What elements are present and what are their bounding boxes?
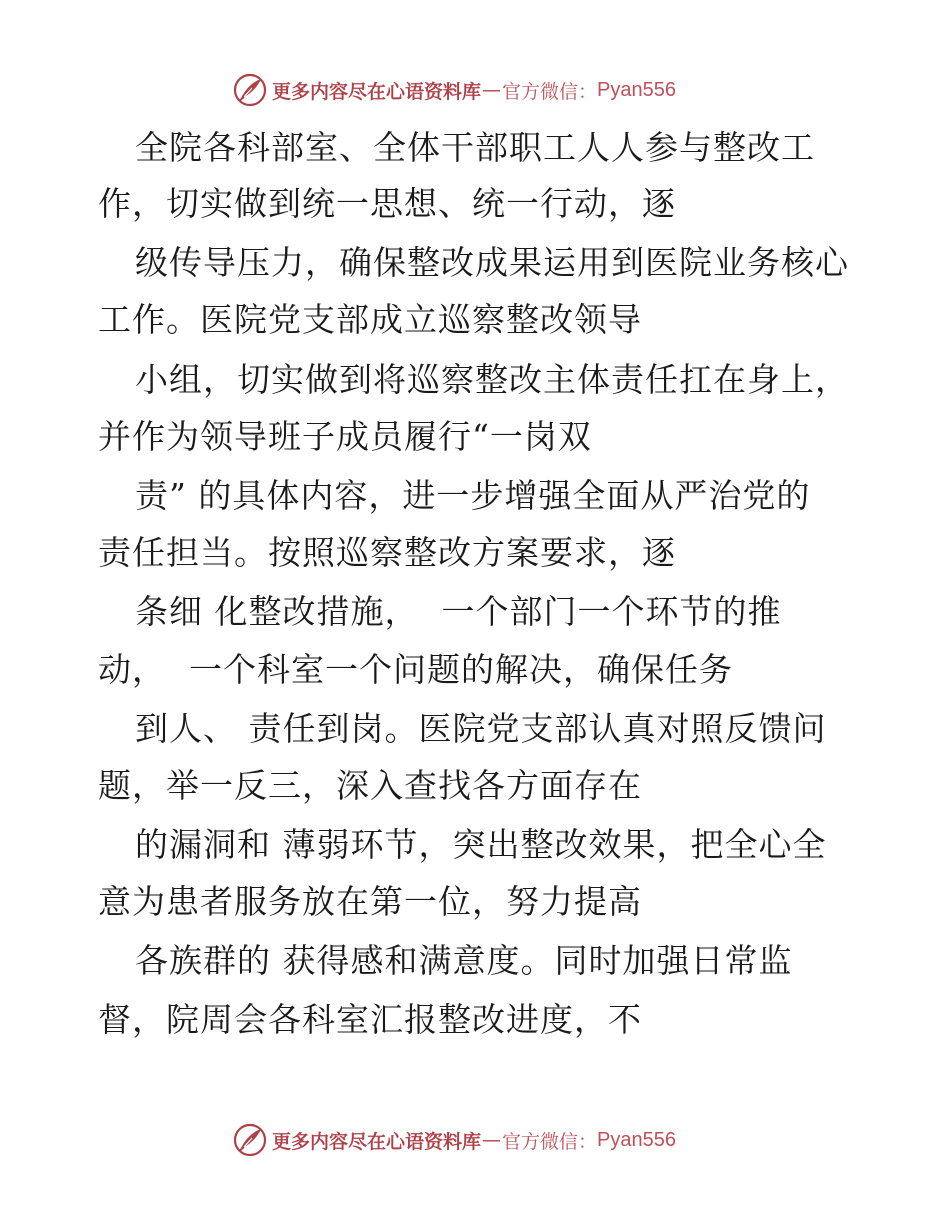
header-wechat-id: Pyan556 [597,78,676,101]
footer-wechat-label: 官方微信： [502,1130,598,1153]
body-line-10: 动， 一个科室一个问题的解决，确保任务 [98,650,733,689]
body-line-11: 到人、 责任到岗。医院党支部认真对照反馈问 [135,709,827,748]
body-line-13: 的漏洞和 薄弱环节，突出整改效果，把全心全 [135,825,827,864]
body-line-14: 意为患者服务放在第一位，努力提高 [98,882,642,921]
body-line-2: 作，切实做到统一思想、统一行动，逐 [98,184,676,223]
body-line-15: 各族群的 获得感和满意度。同时加强日常监 [135,941,793,980]
header-banner [232,70,676,110]
footer-banner [232,1120,676,1160]
header-banner-text: 更多内容尽在心语资料库 [272,80,482,103]
body-line-3: 级传导压力，确保整改成果运用到医院业务核心 [135,243,849,282]
body-line-8: 责任担当。按照巡察整改方案要求，逐 [98,533,676,572]
quill-pen-logo-icon [232,72,268,108]
header-wechat-label: 官方微信： [502,80,598,103]
body-line-5: 小组，切实做到将巡察整改主体责任扛在身上， [135,360,849,399]
body-line-1: 全院各科部室、全体干部职工人人参与整改工 [135,128,815,167]
footer-wechat-id: Pyan556 [597,1128,676,1151]
header-banner-dash: — [482,79,502,101]
body-line-9: 条细 化整改措施， 一个部门一个环节的推 [135,592,782,631]
footer-banner-dash: — [482,1129,502,1151]
body-line-12: 题，举一反三，深入查找各方面存在 [98,766,642,805]
body-line-16: 督，院周会各科室汇报整改进度，不 [98,1000,642,1039]
body-line-4: 工作。医院党支部成立巡察整改领导 [98,300,642,339]
footer-banner-text: 更多内容尽在心语资料库 [272,1130,482,1153]
body-line-7: 责” 的具体内容，进一步增强全面从严治党的 [135,476,811,515]
body-line-6: 并作为领导班子成员履行“一岗双 [98,417,592,456]
quill-pen-logo-icon [232,1122,268,1158]
